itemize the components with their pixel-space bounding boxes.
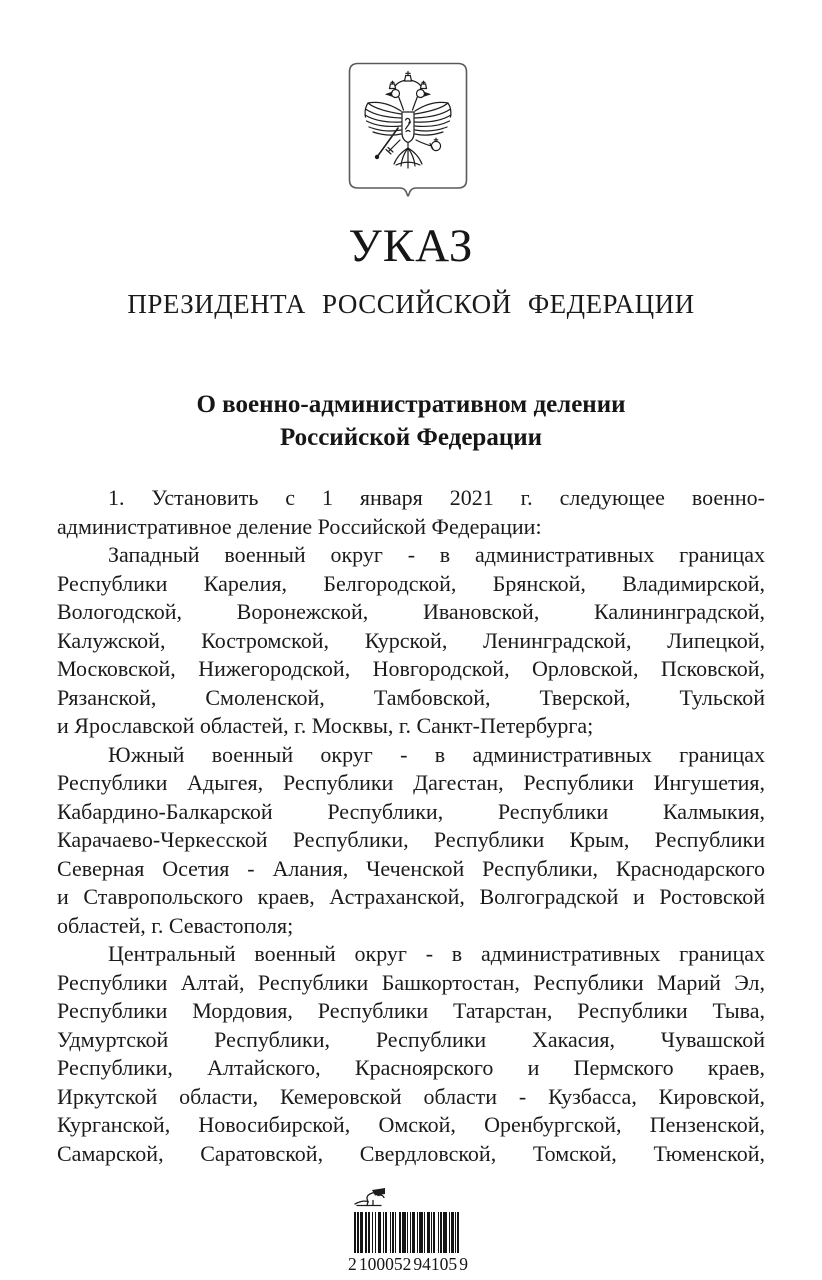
barcode [348,1186,468,1276]
body-line: Иркутской области, Кемеровской области - Кузбасса, Кировской, [57,1083,765,1109]
body-line: Республики Алтай, Республики Башкортостан, Республики Марий Эл, [57,969,765,995]
subject-line: Российской Федерации [279,424,543,451]
digit-group: 94105 [413,1254,458,1274]
paragraph [57,484,765,541]
barcode-digits [348,1254,468,1274]
body-line: Карачаево-Черкесской Республики, Республики Крым, Республики [57,827,765,852]
subject-line: О военно-административном делении [196,391,626,418]
body-line: Вологодской, Воронежской, Ивановской, Калининградской, [57,599,765,624]
body-line: административное деление Российской Федерации: [57,513,542,539]
body-line: Республики Адыгея, Республики Дагестан, Республики Ингушетия, [57,770,765,795]
paragraph [57,741,765,941]
body-line: и Ставропольского краев, Астраханской, Волгоградской и Ростовской [57,884,765,909]
paragraph [57,541,765,741]
body-line: Калужской, Костромской, Курской, Ленинградской, Липецкой, [57,627,765,653]
paragraph [57,940,765,1168]
coat-of-arms [348,62,468,204]
digit-group: 2 [348,1254,357,1274]
barcode-bar [457,1212,459,1253]
body-line: Республики, Алтайского, Красноярского и Пермского краев, [57,1055,765,1080]
body-line: Центральный военный округ - в административных границах [108,941,765,966]
body-line: Рязанской, Смоленской, Тамбовской, Тверской, Тульской [57,684,765,710]
decree-issuer: ПРЕЗИДЕНТА РОССИЙСКОЙ ФЕДЕРАЦИИ [127,289,695,319]
body-line: Кабардино-Балкарской Республики, Республики Калмыкия, [57,798,765,824]
barcode-bars [354,1212,461,1253]
body-line: Московской, Нижегородской, Новгородской, Орловской, Псковской, [57,656,765,681]
digit-group: 100052 [358,1254,412,1274]
body-line: Курганской, Новосибирской, Омской, Оренбургской, Пензенской, [57,1112,765,1137]
decree-subject [57,388,765,454]
body-line: Западный военный округ - в административных границах [108,542,765,567]
body-line: Северная Осетия - Алания, Чеченской Республики, Краснодарского [57,855,765,881]
russia-coat-of-arms-icon [348,62,468,204]
body-line: областей, г. Севастополя; [57,912,294,938]
decree-body [57,484,765,1168]
body-line: 1. Установить с 1 января 2021 г. следующее военно- [108,485,765,510]
body-line: Самарской, Саратовской, Свердловской, Томской, Тюменской, [57,1140,765,1166]
body-line: Южный военный округ - в административных границах [108,741,765,767]
decree-title: УКАЗ [348,220,474,272]
body-line: и Ярославской областей, г. Москвы, г. Санкт-Петербурга; [57,713,594,738]
body-line: Республики Карелия, Белгородской, Брянской, Владимирской, [57,570,765,596]
small-eagle-mark-icon [352,1186,392,1209]
body-line: Удмуртской Республики, Республики Хакасия, Чувашской [57,1026,765,1052]
digit-group: 9 [459,1254,468,1274]
body-line: Республики Мордовия, Республики Татарстан, Республики Тыва, [57,998,765,1023]
